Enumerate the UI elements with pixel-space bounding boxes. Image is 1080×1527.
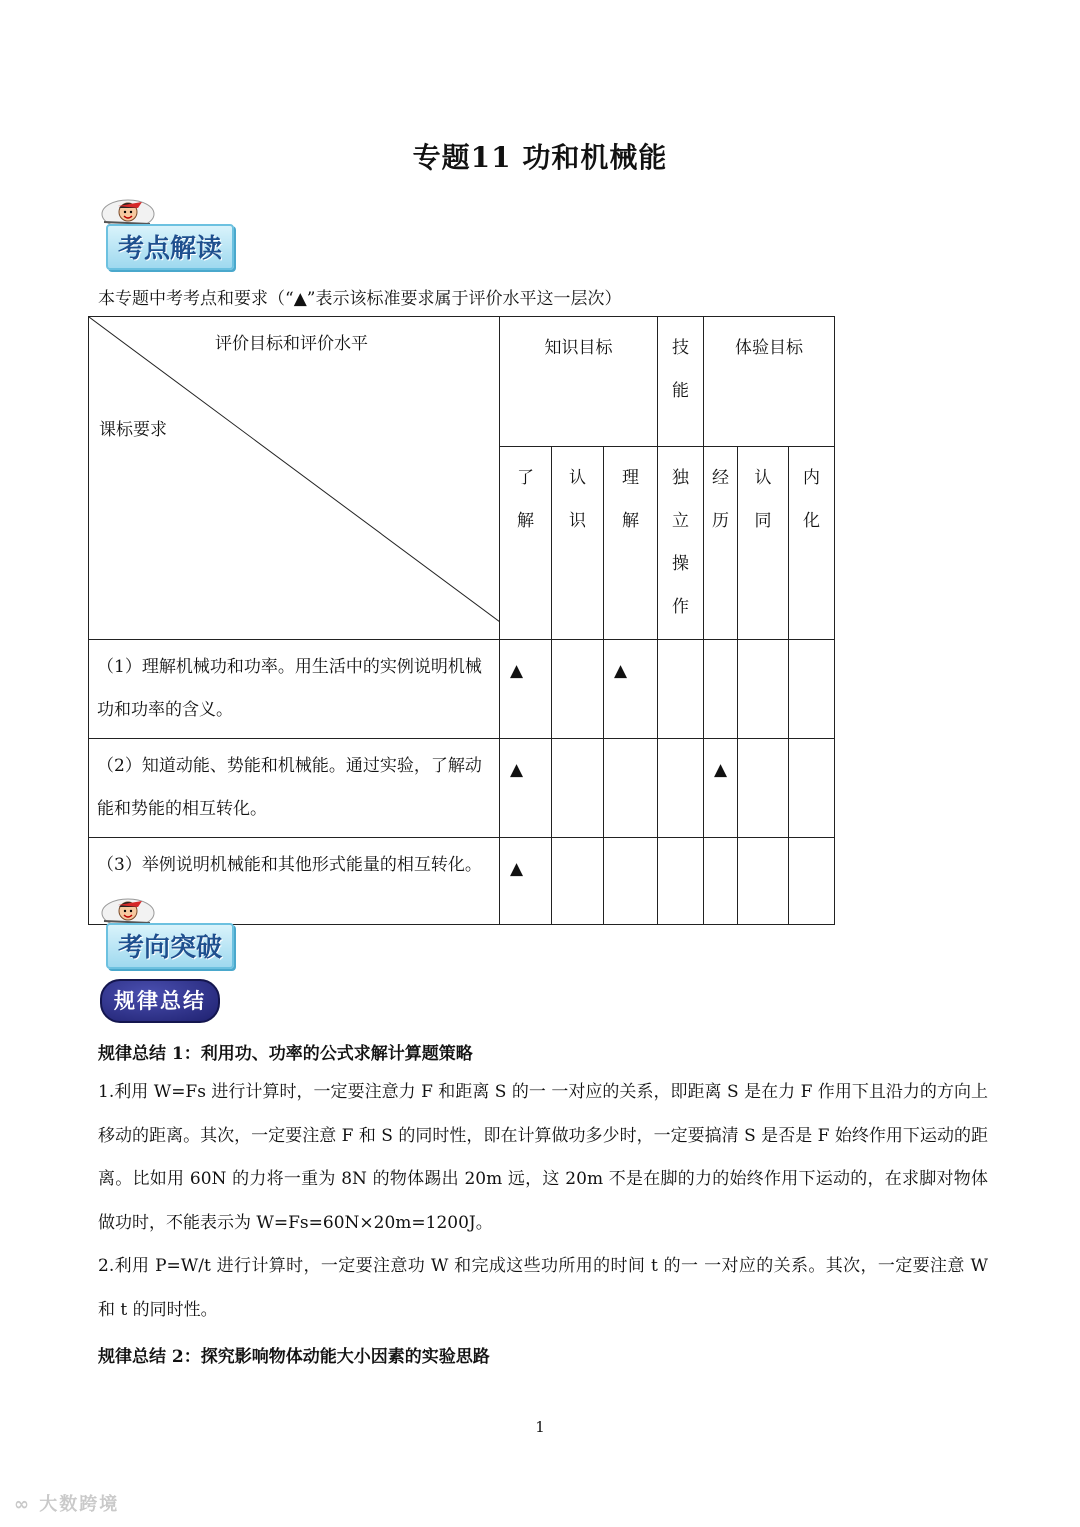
subheader-jingli: 经 历 bbox=[704, 447, 738, 640]
mark-cell bbox=[789, 739, 835, 838]
intro-text: 本专题中考考点和要求（“▲”表示该标准要求属于评价水平这一层次） bbox=[98, 289, 622, 309]
mark-cell bbox=[738, 838, 789, 925]
mark-cell bbox=[658, 739, 704, 838]
watermark-icon: ∞ bbox=[14, 1494, 40, 1515]
subheader-neihua: 内 化 bbox=[789, 447, 835, 640]
subheader-duli-caozuo: 独 立 操 作 bbox=[658, 447, 704, 640]
mark-cell bbox=[738, 739, 789, 838]
paragraph-1: 1.利用 W=Fs 进行计算时，一定要注意力 F 和距离 S 的一 一对应的关系，即距离 S 是在力 F 作用下且沿力的方向上移动的距离。其次，一定要注意 F 和 S 的同时性，即在计算做功多少时，一定要搞清 S 是否是 F 始终作用下运动的距离。比如用 60N 的力将一重为 8N 的物体踢出 20m 远，这 20m 不是在脚的力的始终作用下运动的，在求脚对物体做功时，不能表示为 W=Fs=60N×20m=1200J。 bbox=[98, 1082, 988, 1233]
mark-cell bbox=[552, 640, 604, 739]
requirement-cell: （2）知道动能、势能和机械能。通过实验，了解动能和势能的相互转化。 bbox=[89, 739, 500, 838]
mark-cell bbox=[704, 838, 738, 925]
page-number: 1 bbox=[535, 1418, 545, 1436]
mark-cell bbox=[604, 838, 658, 925]
subheader-rentong: 认 同 bbox=[738, 447, 789, 640]
header-experience-goal: 体验目标 bbox=[704, 317, 835, 447]
rule1-heading: 规律总结 1：利用功、功率的公式求解计算题策略 bbox=[98, 1044, 473, 1064]
section-banner-kaoxiang bbox=[98, 893, 248, 975]
banner-label: 考点解读 bbox=[117, 234, 222, 264]
mark-cell bbox=[658, 640, 704, 739]
mark-cell bbox=[789, 640, 835, 739]
page-title: 专题11 功和机械能 bbox=[412, 141, 668, 174]
table-row bbox=[89, 640, 835, 739]
standards-table bbox=[88, 316, 835, 925]
mark-cell bbox=[738, 640, 789, 739]
mark-cell bbox=[604, 739, 658, 838]
header-curriculum-requirement: 课标要求 bbox=[99, 420, 167, 440]
mark-cell bbox=[658, 838, 704, 925]
banner-label: 考向突破 bbox=[117, 933, 222, 963]
header-knowledge-goal: 知识目标 bbox=[500, 317, 658, 447]
requirement-cell: （3）举例说明机械能和其他形式能量的相互转化。 bbox=[89, 838, 500, 925]
subheader-renshi: 认 识 bbox=[552, 447, 604, 640]
paragraph-2: 2.利用 P=W/t 进行计算时，一定要注意功 W 和完成这些功所用的时间 t 的一 一对应的关系。其次，一定要注意 W 和 t 的同时性。 bbox=[98, 1256, 988, 1320]
table-diagonal-header bbox=[89, 317, 500, 640]
rule2-heading: 规律总结 2：探究影响物体动能大小因素的实验思路 bbox=[98, 1347, 490, 1367]
mark-cell: ▲ bbox=[704, 739, 738, 838]
mark-cell: ▲ bbox=[500, 838, 552, 925]
mark-cell: ▲ bbox=[500, 640, 552, 739]
section-banner-kaodian bbox=[98, 194, 248, 276]
watermark: ∞ 大数跨境 bbox=[14, 1494, 120, 1515]
subheader-liaojie: 了 解 bbox=[500, 447, 552, 640]
mark-cell bbox=[552, 838, 604, 925]
mark-cell bbox=[552, 739, 604, 838]
mark-cell bbox=[789, 838, 835, 925]
mark-cell: ▲ bbox=[500, 739, 552, 838]
mark-cell: ▲ bbox=[604, 640, 658, 739]
requirement-cell: （1）理解机械功和功率。用生活中的实例说明机械功和功率的含义。 bbox=[89, 640, 500, 739]
header-skill-goal: 技 能 bbox=[658, 317, 704, 447]
subheader-lijie: 理 解 bbox=[604, 447, 658, 640]
mark-cell bbox=[704, 640, 738, 739]
header-evaluation-level: 评价目标和评价水平 bbox=[215, 334, 368, 354]
table-row bbox=[89, 739, 835, 838]
rule-summary-badge: 规律总结 bbox=[100, 979, 220, 1023]
